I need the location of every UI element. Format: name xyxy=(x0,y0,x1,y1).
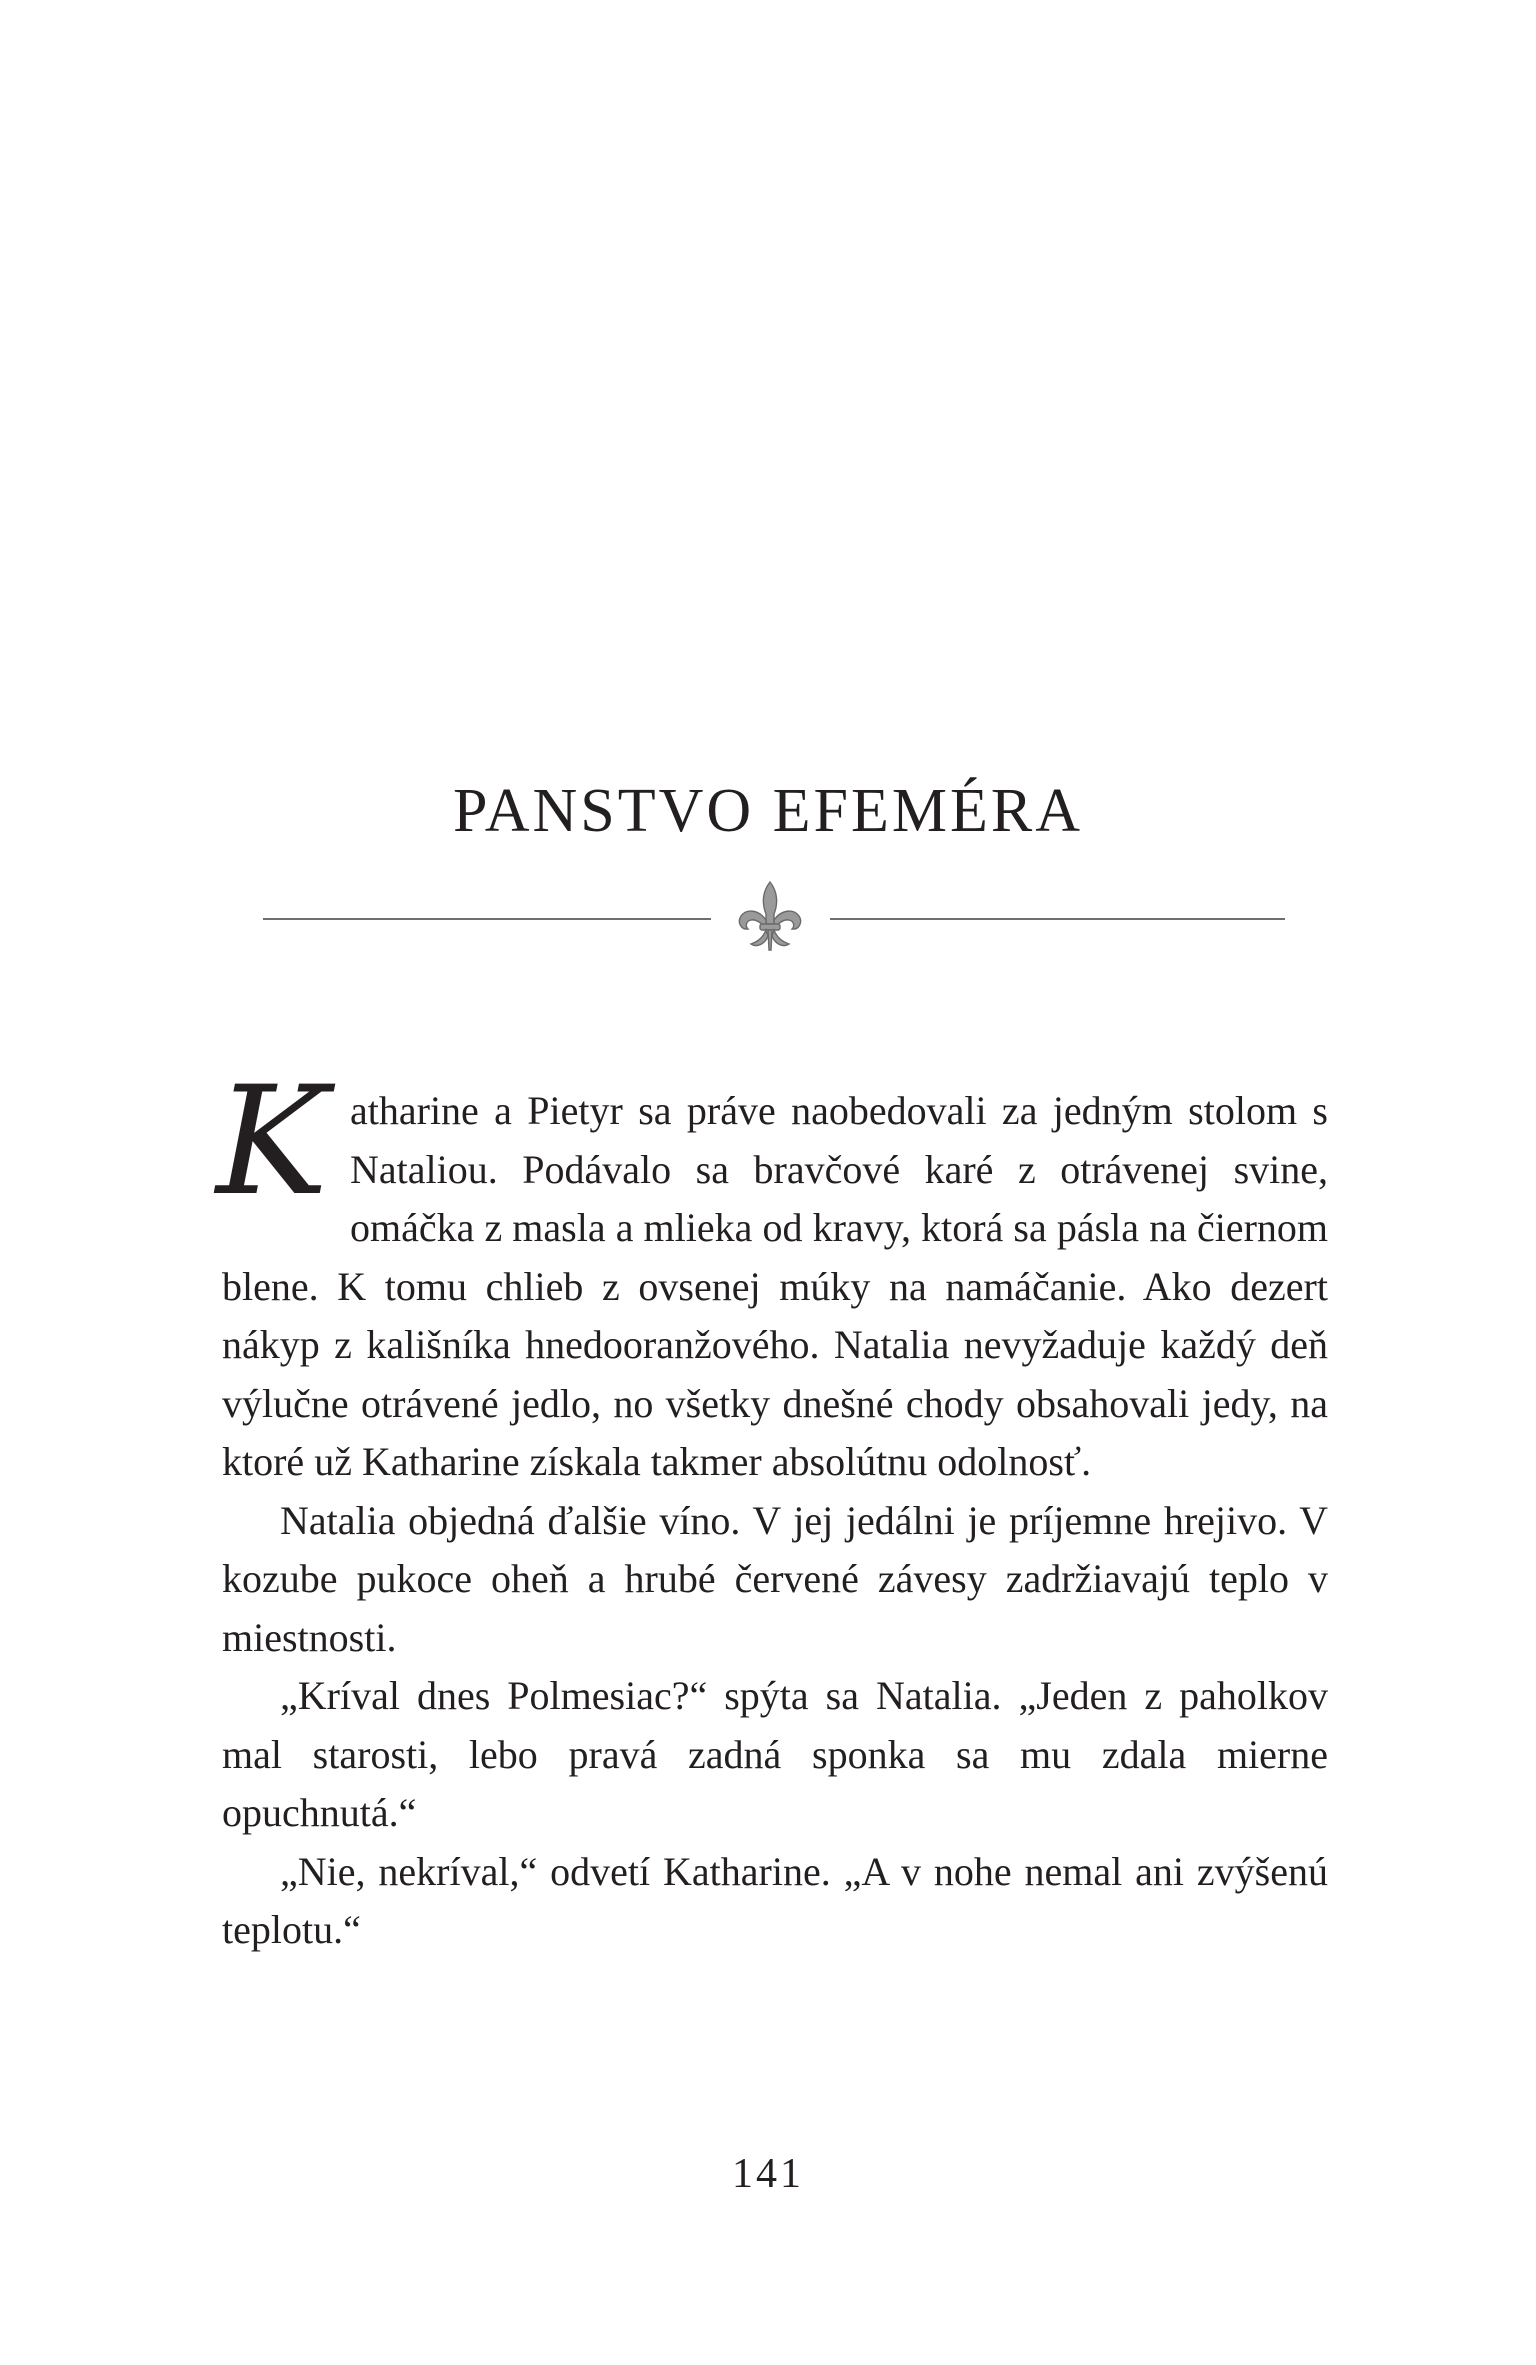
chapter-ornament xyxy=(0,880,1536,960)
ornament-rule-right xyxy=(830,918,1285,920)
paragraph-4: „Nie, nekríval,“ odvetí Katharine. „A v nohe nemal ani zvýšenú teplotu.“ xyxy=(222,1848,1328,1952)
paragraph-3: „Kríval dnes Polmesiac?“ spýta sa Natalia. „Jeden z paholkov mal starosti, lebo pravá zadná sponka sa mu zdala mierne opuchnutá.“ xyxy=(222,1673,1328,1835)
fleur-de-lis-icon xyxy=(735,880,805,956)
paragraph-1 xyxy=(216,1055,1328,1492)
drop-cap: K xyxy=(216,1055,329,1229)
page-number: 141 xyxy=(732,2151,804,2197)
paragraph-2: Natalia objedná ďalšie víno. V jej jedálni je príjemne hrejivo. V kozube pukoce oheň a hrubé červené závesy zadržiavajú teplo v miestnosti. xyxy=(222,1497,1328,1660)
chapter-title: PANSTVO EFEMÉRA xyxy=(452,777,1084,845)
chapter-body xyxy=(216,1055,1328,1960)
paragraph-1-text: atharine a Pietyr sa práve naobedovali za jedným stolom s Nataliou. Podávalo sa bravčové karé z otrávenej svine, omáčka z masla a mlieka od kravy, ktorá sa pásla na čiernom blene. K tomu chlieb z ovsenej múky na namáčanie. Ako dezert nákyp z kališníka hnedooranžového. Natalia nevyžaduje každý deň výlučne otrávené jedlo, no všetky dnešné chody obsahovali jedy, na ktoré už Katharine získala takmer absolútnu odolnosť. xyxy=(222,1088,1328,1484)
ornament-rule-left xyxy=(263,918,711,920)
